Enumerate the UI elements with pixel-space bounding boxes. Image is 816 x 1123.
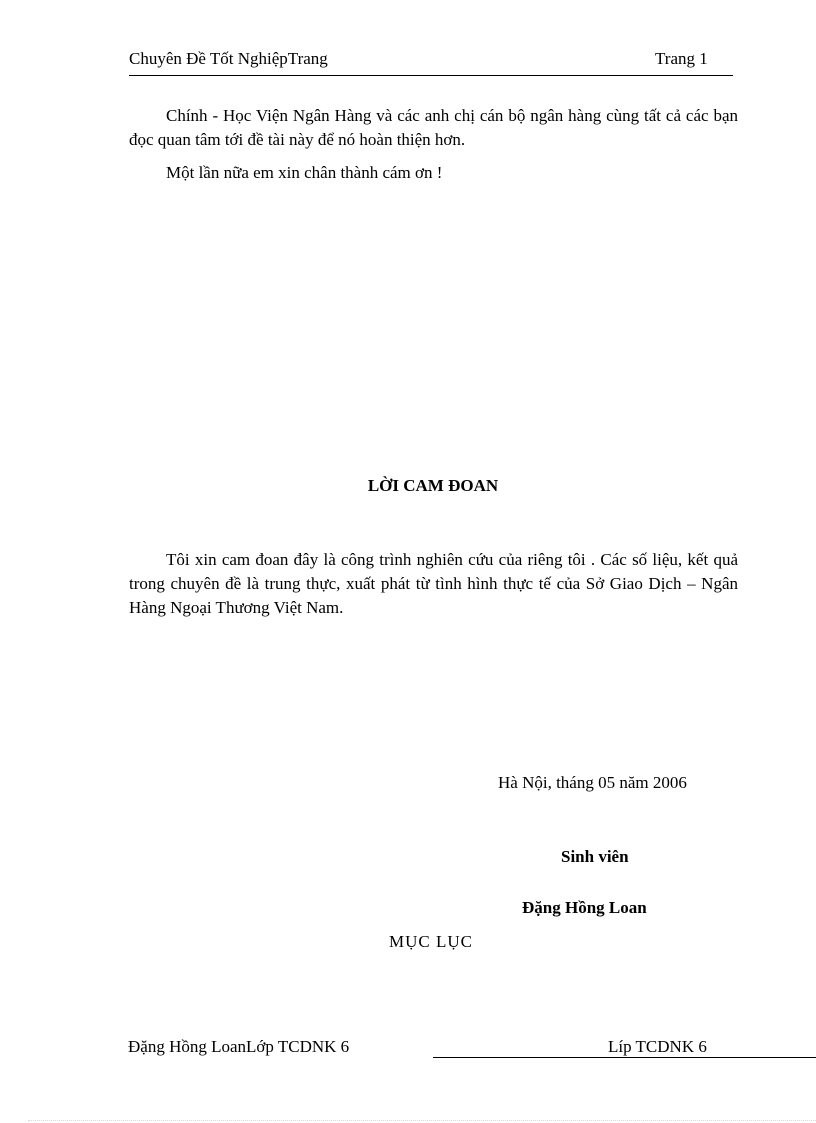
footer-author-class: Đặng Hồng LoanLớp TCDNK 6 — [128, 1037, 350, 1056]
footer-class: Líp TCDNK 6 — [608, 1037, 707, 1056]
signature-author: Đặng Hồng Loan — [522, 898, 647, 917]
signature-role: Sinh viên — [561, 847, 629, 866]
toc-heading: MỤC LỤC — [389, 932, 473, 951]
header-page-number: Trang 1 — [655, 49, 708, 68]
acknowledgement-paragraph: Chính - Học Viện Ngân Hàng và các anh chị cán bộ ngân hàng cùng tất cả các bạn đọc quan tâm tới đề tài này để nó hoàn thiện hơn. — [129, 106, 738, 149]
footer-divider — [433, 1057, 816, 1058]
declaration-paragraph: Tôi xin cam đoan đây là công trình nghiên cứu của riêng tôi . Các số liệu, kết quả trong chuyên đề là trung thực, xuất phát từ tình hình thực tế của Sở Giao Dịch – Ngân Hàng Ngoại Thương Việt Nam. — [129, 550, 738, 617]
header-title: Chuyên Đề Tốt NghiệpTrang — [129, 49, 328, 68]
date-line: Hà Nội, tháng 05 năm 2006 — [498, 773, 687, 792]
page-bottom-edge — [28, 1120, 816, 1121]
section-heading: LỜI CAM ĐOAN — [367, 476, 499, 495]
header-divider — [129, 75, 733, 76]
thanks-paragraph: Một lần nữa em xin chân thành cám ơn ! — [166, 163, 443, 182]
